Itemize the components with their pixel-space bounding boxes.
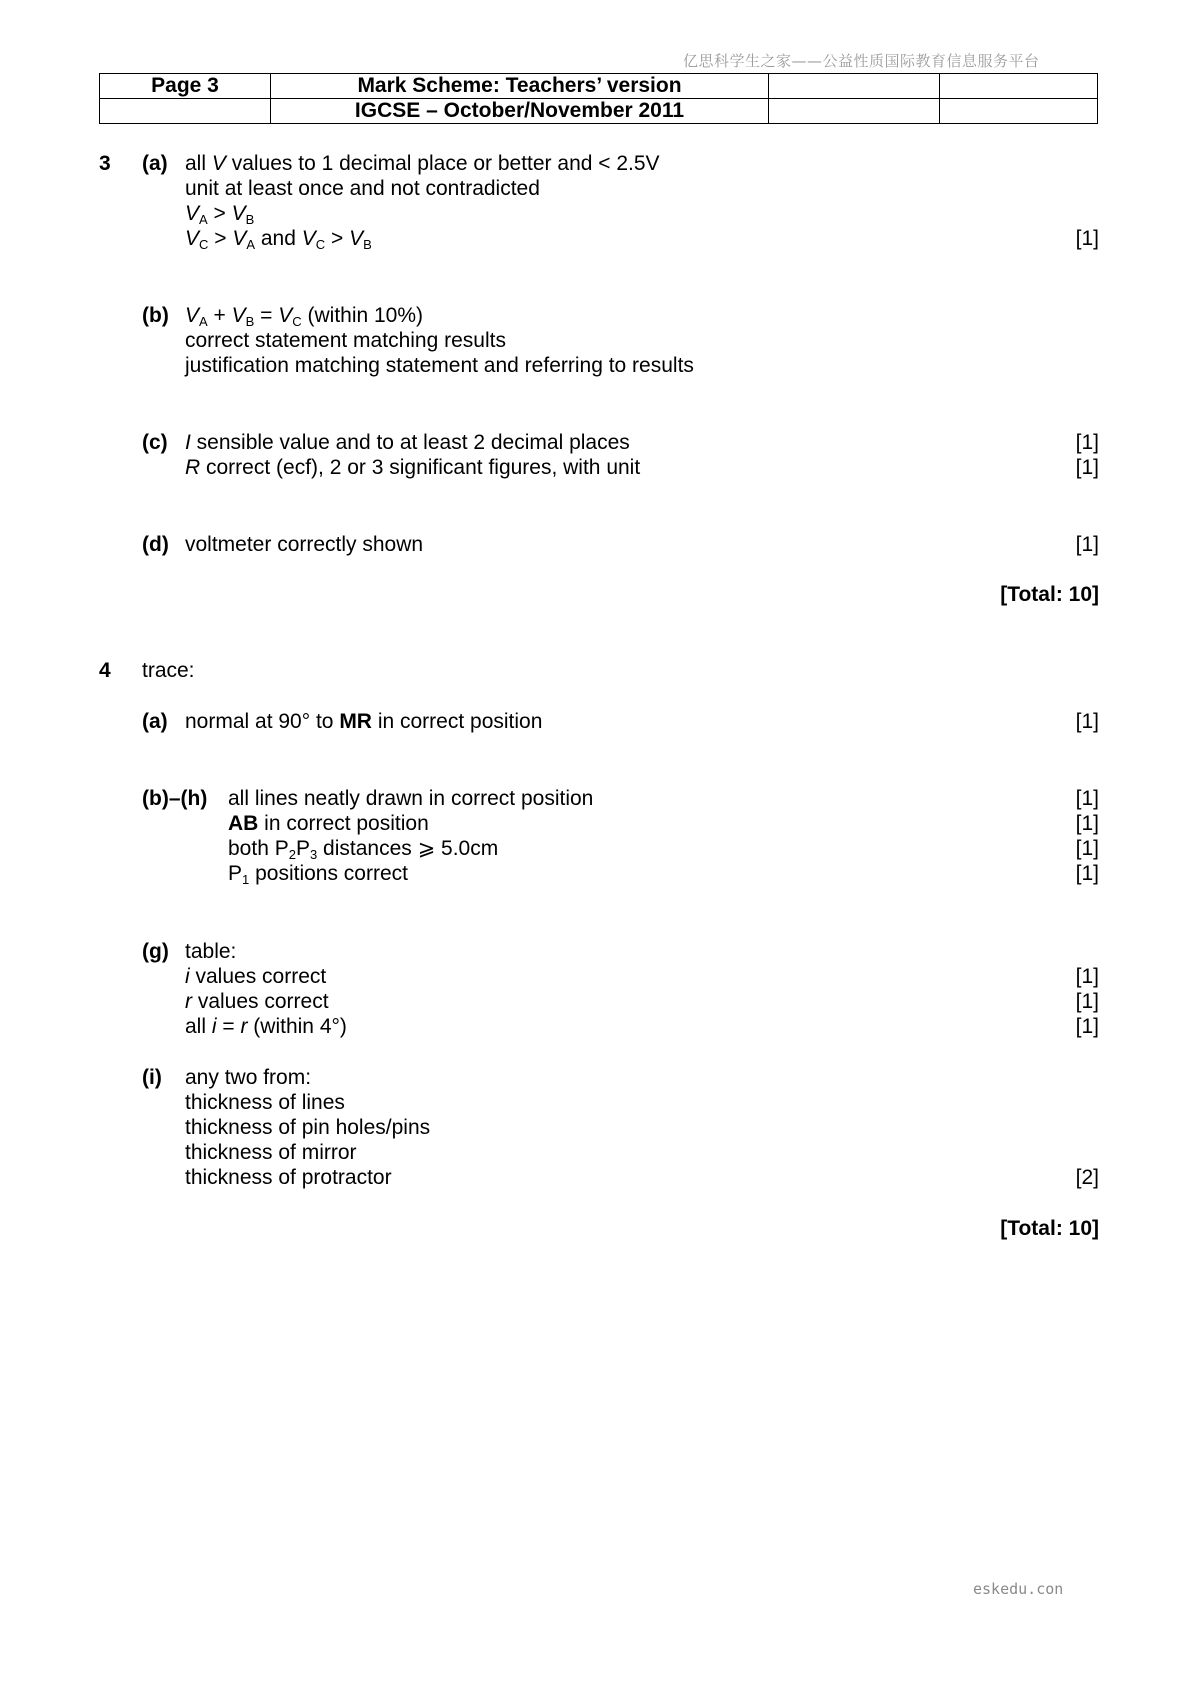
header-empty-cell [940,74,1098,99]
mark: [1] [1075,965,1099,988]
part-label: (g) [142,940,169,963]
part-label: (a) [142,152,168,175]
header-empty-cell [100,99,271,124]
answer-line: all lines neatly drawn in correct position [228,787,594,810]
total-mark: [Total: 10] [1000,1217,1099,1240]
mark: [2] [1075,1166,1099,1189]
answer-line: $V_A > V_B$ [185,202,255,227]
mark: [1] [1075,710,1099,733]
answer-line: unit at least once and not contradicted [185,177,540,200]
mark: [1] [1075,533,1099,556]
watermark-top: 亿思科学生之家——公益性质国际教育信息服务平台 [683,52,1040,70]
answer-line: all V values to 1 decimal place or better and < 2.5V [185,152,660,175]
answer-line: I sensible value and to at least 2 decimal places [185,431,630,454]
part-label: (b) [142,304,169,327]
question-intro: trace: [142,659,195,682]
header-page: Page 3 [100,74,271,99]
part-label: (a) [142,710,168,733]
header-title: Mark Scheme: Teachers’ version [271,74,769,99]
answer-line: thickness of protractor [185,1166,392,1189]
answer-line: both $P_2P_3$ distances ⩾ 5.0cm [228,837,499,862]
mark: [1] [1075,431,1099,454]
answer-line: normal at 90° to MR in correct position [185,710,543,733]
header-table [99,73,1098,124]
answer-line: $V_C > V_A$ and $V_C > V_B$ [185,227,372,252]
mark: [1] [1075,456,1099,479]
answer-line: thickness of pin holes/pins [185,1116,431,1139]
question-number: 4 [99,659,111,682]
header-empty-cell [940,99,1098,124]
mark: [1] [1075,227,1099,250]
mark: [1] [1075,1015,1099,1038]
answer-line: AB in correct position [228,812,429,835]
watermark-bottom: eskedu.con [973,1580,1064,1598]
answer-line: thickness of lines [185,1091,345,1114]
answer-line: justification matching statement and referring to results [185,354,694,377]
mark: [1] [1075,837,1099,860]
part-label: (d) [142,533,169,556]
answer-line: correct statement matching results [185,329,506,352]
question-number: 3 [99,152,111,175]
answer-line: i values correct [185,965,327,988]
answer-line: table: [185,940,237,963]
mark: [1] [1075,787,1099,810]
part-label: (i) [142,1066,162,1089]
answer-line: thickness of mirror [185,1141,357,1164]
header-subtitle: IGCSE – October/November 2011 [271,99,769,124]
part-label: (c) [142,431,168,454]
mark: [1] [1075,990,1099,1013]
mark: [1] [1075,812,1099,835]
mark: [1] [1075,862,1099,885]
answer-line: $V_A + V_B = V_C$ (within 10%) [185,304,424,329]
answer-line: $P_1$ positions correct [228,862,408,887]
answer-line: voltmeter correctly shown [185,533,424,556]
header-empty-cell [769,99,940,124]
answer-line: any two from: [185,1066,312,1089]
answer-line: R correct (ecf), 2 or 3 significant figures, with unit [185,456,641,479]
part-label: (b)–(h) [142,787,208,810]
answer-line: all i = r (within 4°) [185,1015,347,1038]
answer-line: r values correct [185,990,329,1013]
header-empty-cell [769,74,940,99]
total-mark: [Total: 10] [1000,583,1099,606]
